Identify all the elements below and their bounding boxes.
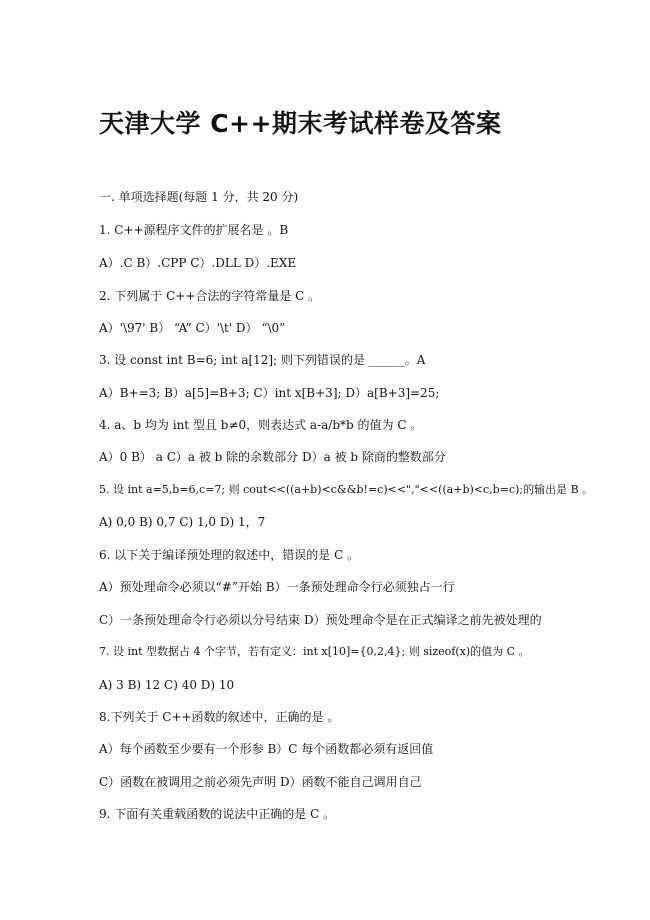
options-line: A）B+=3; B）a[5]=B+3; C）int x[B+3]; D）a[B+3]=25; — [99, 386, 440, 400]
question-line: 7. 设 int 型数据占 4 个字节，若有定义：int x[10]={0,2,4}; 则 sizeof(x)的值为 C 。 — [99, 645, 530, 658]
options-line: A) 3 B) 12 C) 40 D) 10 — [99, 678, 235, 692]
options-line: C）一条预处理命令行必须以分号结束 D）预处理命令是在正式编译之前先被处理的 — [99, 613, 542, 627]
options-line: A）'\97' B） “A” C）'\t' D） “\0” — [99, 321, 286, 335]
options-line: A）0 B） a C）a 被 b 除的余数部分 D）a 被 b 除商的整数部分 — [99, 450, 446, 464]
question-line: 2. 下列属于 C++合法的字符常量是 C 。 — [99, 289, 321, 303]
options-line: A）.C B）.CPP C）.DLL D）.EXE — [99, 256, 297, 270]
question-line: 4. a、b 均为 int 型且 b≠0，则表达式 a-a/b*b 的值为 C 。 — [99, 418, 423, 432]
options-line: A）预处理命令必须以“#”开始 B）一条预处理命令行必须独占一行 — [99, 580, 455, 594]
options-line: A) 0,0 B) 0,7 C) 1,0 D) 1，7 — [99, 515, 266, 529]
question-line: 3. 设 const int B=6; int a[12]; 则下列错误的是 ______。A — [99, 353, 426, 367]
page-title: 天津大学 C++期末考试样卷及答案 — [99, 109, 502, 138]
question-line: 8.下列关于 C++函数的叙述中，正确的是 。 — [99, 710, 340, 724]
question-line: 9. 下面有关重载函数的说法中正确的是 C 。 — [99, 807, 336, 821]
question-line: 6. 以下关于编译预处理的叙述中，错误的是 C 。 — [99, 548, 360, 562]
question-line: 1. C++源程序文件的扩展名是 。B — [99, 223, 289, 237]
options-line: C）函数在被调用之前必须先声明 D）函数不能自己调用自己 — [99, 775, 422, 789]
options-line: A）每个函数至少要有一个形参 B）C 每个函数都必须有返回值 — [99, 742, 434, 756]
section-heading: 一. 单项选择题(每题 1 分，共 20 分) — [99, 190, 299, 204]
question-line: 5. 设 int a=5,b=6,c=7; 则 cout<<((a+b)<c&&b!=c)<<","<<((a+b)<c,b=c);的输出是 B 。 — [99, 483, 594, 496]
